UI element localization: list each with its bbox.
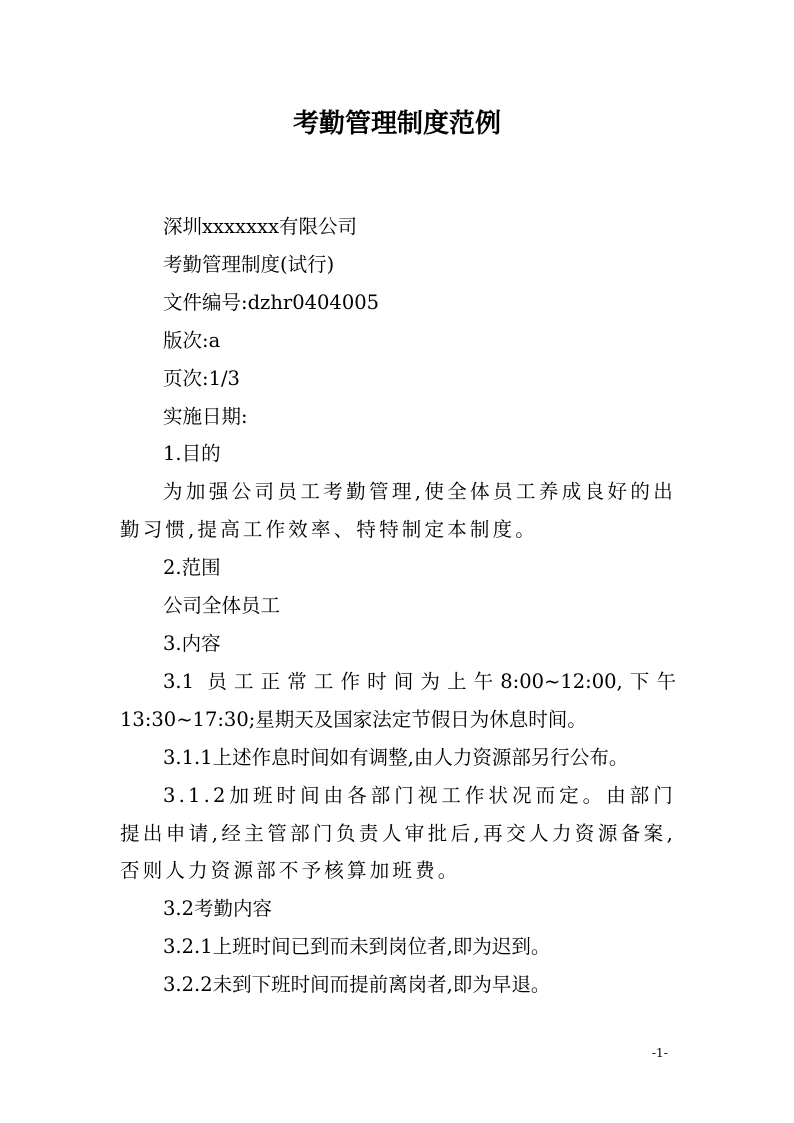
paragraph-version: 版次:a xyxy=(163,328,221,352)
document-title: 考勤管理制度范例 xyxy=(292,109,501,139)
paragraph-3-1: 3.1 员工正常工作时间为上午8:00~12:00,下午13:30~17:30;星期天及国家法定节假日为休息时间。 xyxy=(120,669,676,731)
heading-purpose: 1.目的 xyxy=(163,442,221,466)
heading-3-2: 3.2考勤内容 xyxy=(163,897,273,921)
heading-content: 3.内容 xyxy=(163,631,221,655)
paragraph-3-1-1: 3.1.1上述作息时间如有调整,由人力资源部另行公布。 xyxy=(163,745,629,769)
paragraph-effective-date: 实施日期: xyxy=(163,404,248,428)
paragraph-purpose: 为加强公司员工考勤管理,使全体员工养成良好的出勤习惯,提高工作效率、特特制定本制度。 xyxy=(120,480,676,542)
document-body xyxy=(120,208,676,1004)
page-number: -1- xyxy=(652,1046,668,1060)
paragraph-3-2-1: 3.2.1上班时间已到而未到岗位者,即为迟到。 xyxy=(163,935,551,959)
paragraph-file-number: 文件编号:dzhr0404005 xyxy=(163,290,380,314)
paragraph-page-count: 页次:1/3 xyxy=(163,366,240,390)
paragraph-scope: 公司全体员工 xyxy=(163,594,281,618)
paragraph-company: 深圳xxxxxxx有限公司 xyxy=(163,215,357,238)
paragraph-policy-name: 考勤管理制度(试行) xyxy=(163,252,335,276)
heading-scope: 2.范围 xyxy=(163,556,221,580)
paragraph-3-1-2: 3.1.2加班时间由各部门视工作状况而定。由部门提出申请,经主管部门负责人审批后,再交人力资源备案,否则人力资源部不予核算加班费。 xyxy=(120,783,676,883)
paragraph-3-2-2: 3.2.2未到下班时间而提前离岗者,即为早退。 xyxy=(163,973,551,997)
